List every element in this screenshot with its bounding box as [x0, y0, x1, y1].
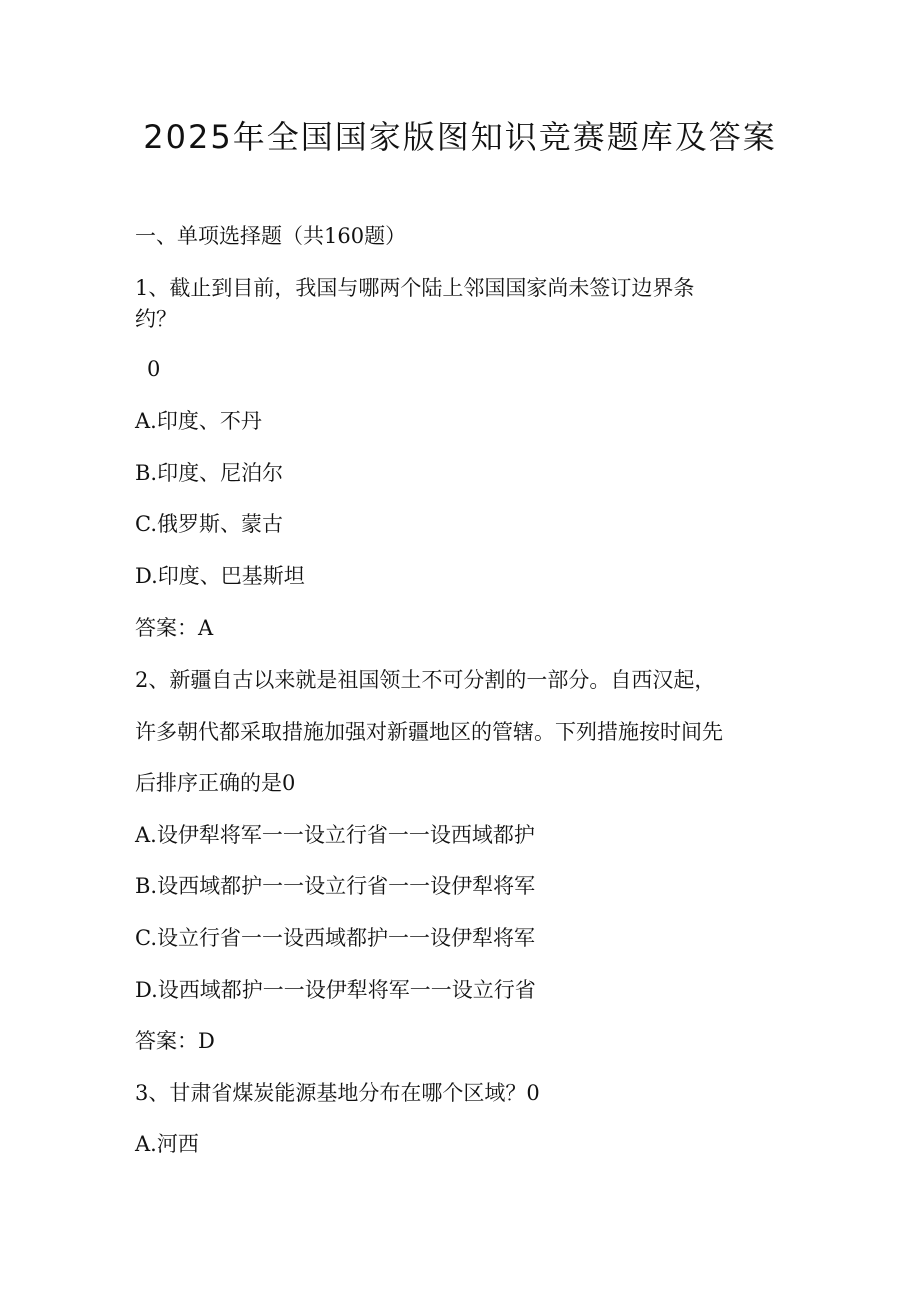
question-1-option-c: C.俄罗斯、蒙古: [135, 512, 283, 536]
question-1-option-b: B.印度、尼泊尔: [135, 461, 284, 485]
question-2-answer: 答案：D: [135, 1029, 215, 1053]
question-2-option-d: D.设西域都护一一设伊犁将军一一设立行省: [135, 978, 536, 1002]
question-2-option-a: A.设伊犁将军一一设立行省一一设西域都护: [135, 823, 535, 847]
question-3-option-a: A.河西: [135, 1132, 199, 1156]
question-2-stem-line-1: 2、新疆自古以来就是祖国领土不可分割的一部分。自西汉起，: [135, 668, 716, 692]
section-heading: 一、单项选择题（共160题）: [135, 224, 407, 248]
question-1-stem-line-2: 约？: [135, 307, 177, 331]
question-2-option-b: B.设西域都护一一设立行省一一设伊犁将军: [135, 874, 536, 898]
question-3-stem: 3、甘肃省煤炭能源基地分布在哪个区域？0: [135, 1081, 540, 1105]
question-1-answer: 答案：A: [135, 616, 214, 640]
question-2-option-c: C.设立行省一一设西域都护一一设伊犁将军: [135, 926, 535, 950]
question-1-paren: 0: [147, 357, 161, 381]
question-1-option-a: A.印度、不丹: [135, 409, 262, 433]
question-1-option-d: D.印度、巴基斯坦: [135, 564, 305, 588]
question-2-stem-line-2: 许多朝代都采取措施加强对新疆地区的管辖。下列措施按时间先: [135, 720, 723, 744]
question-1-stem-line-1: 1、截止到目前，我国与哪两个陆上邻国国家尚未签订边界条: [135, 276, 695, 300]
question-2-stem-line-3: 后排序正确的是0: [135, 771, 296, 795]
document-title: 2025年全国国家版图知识竞赛题库及答案: [143, 118, 777, 156]
